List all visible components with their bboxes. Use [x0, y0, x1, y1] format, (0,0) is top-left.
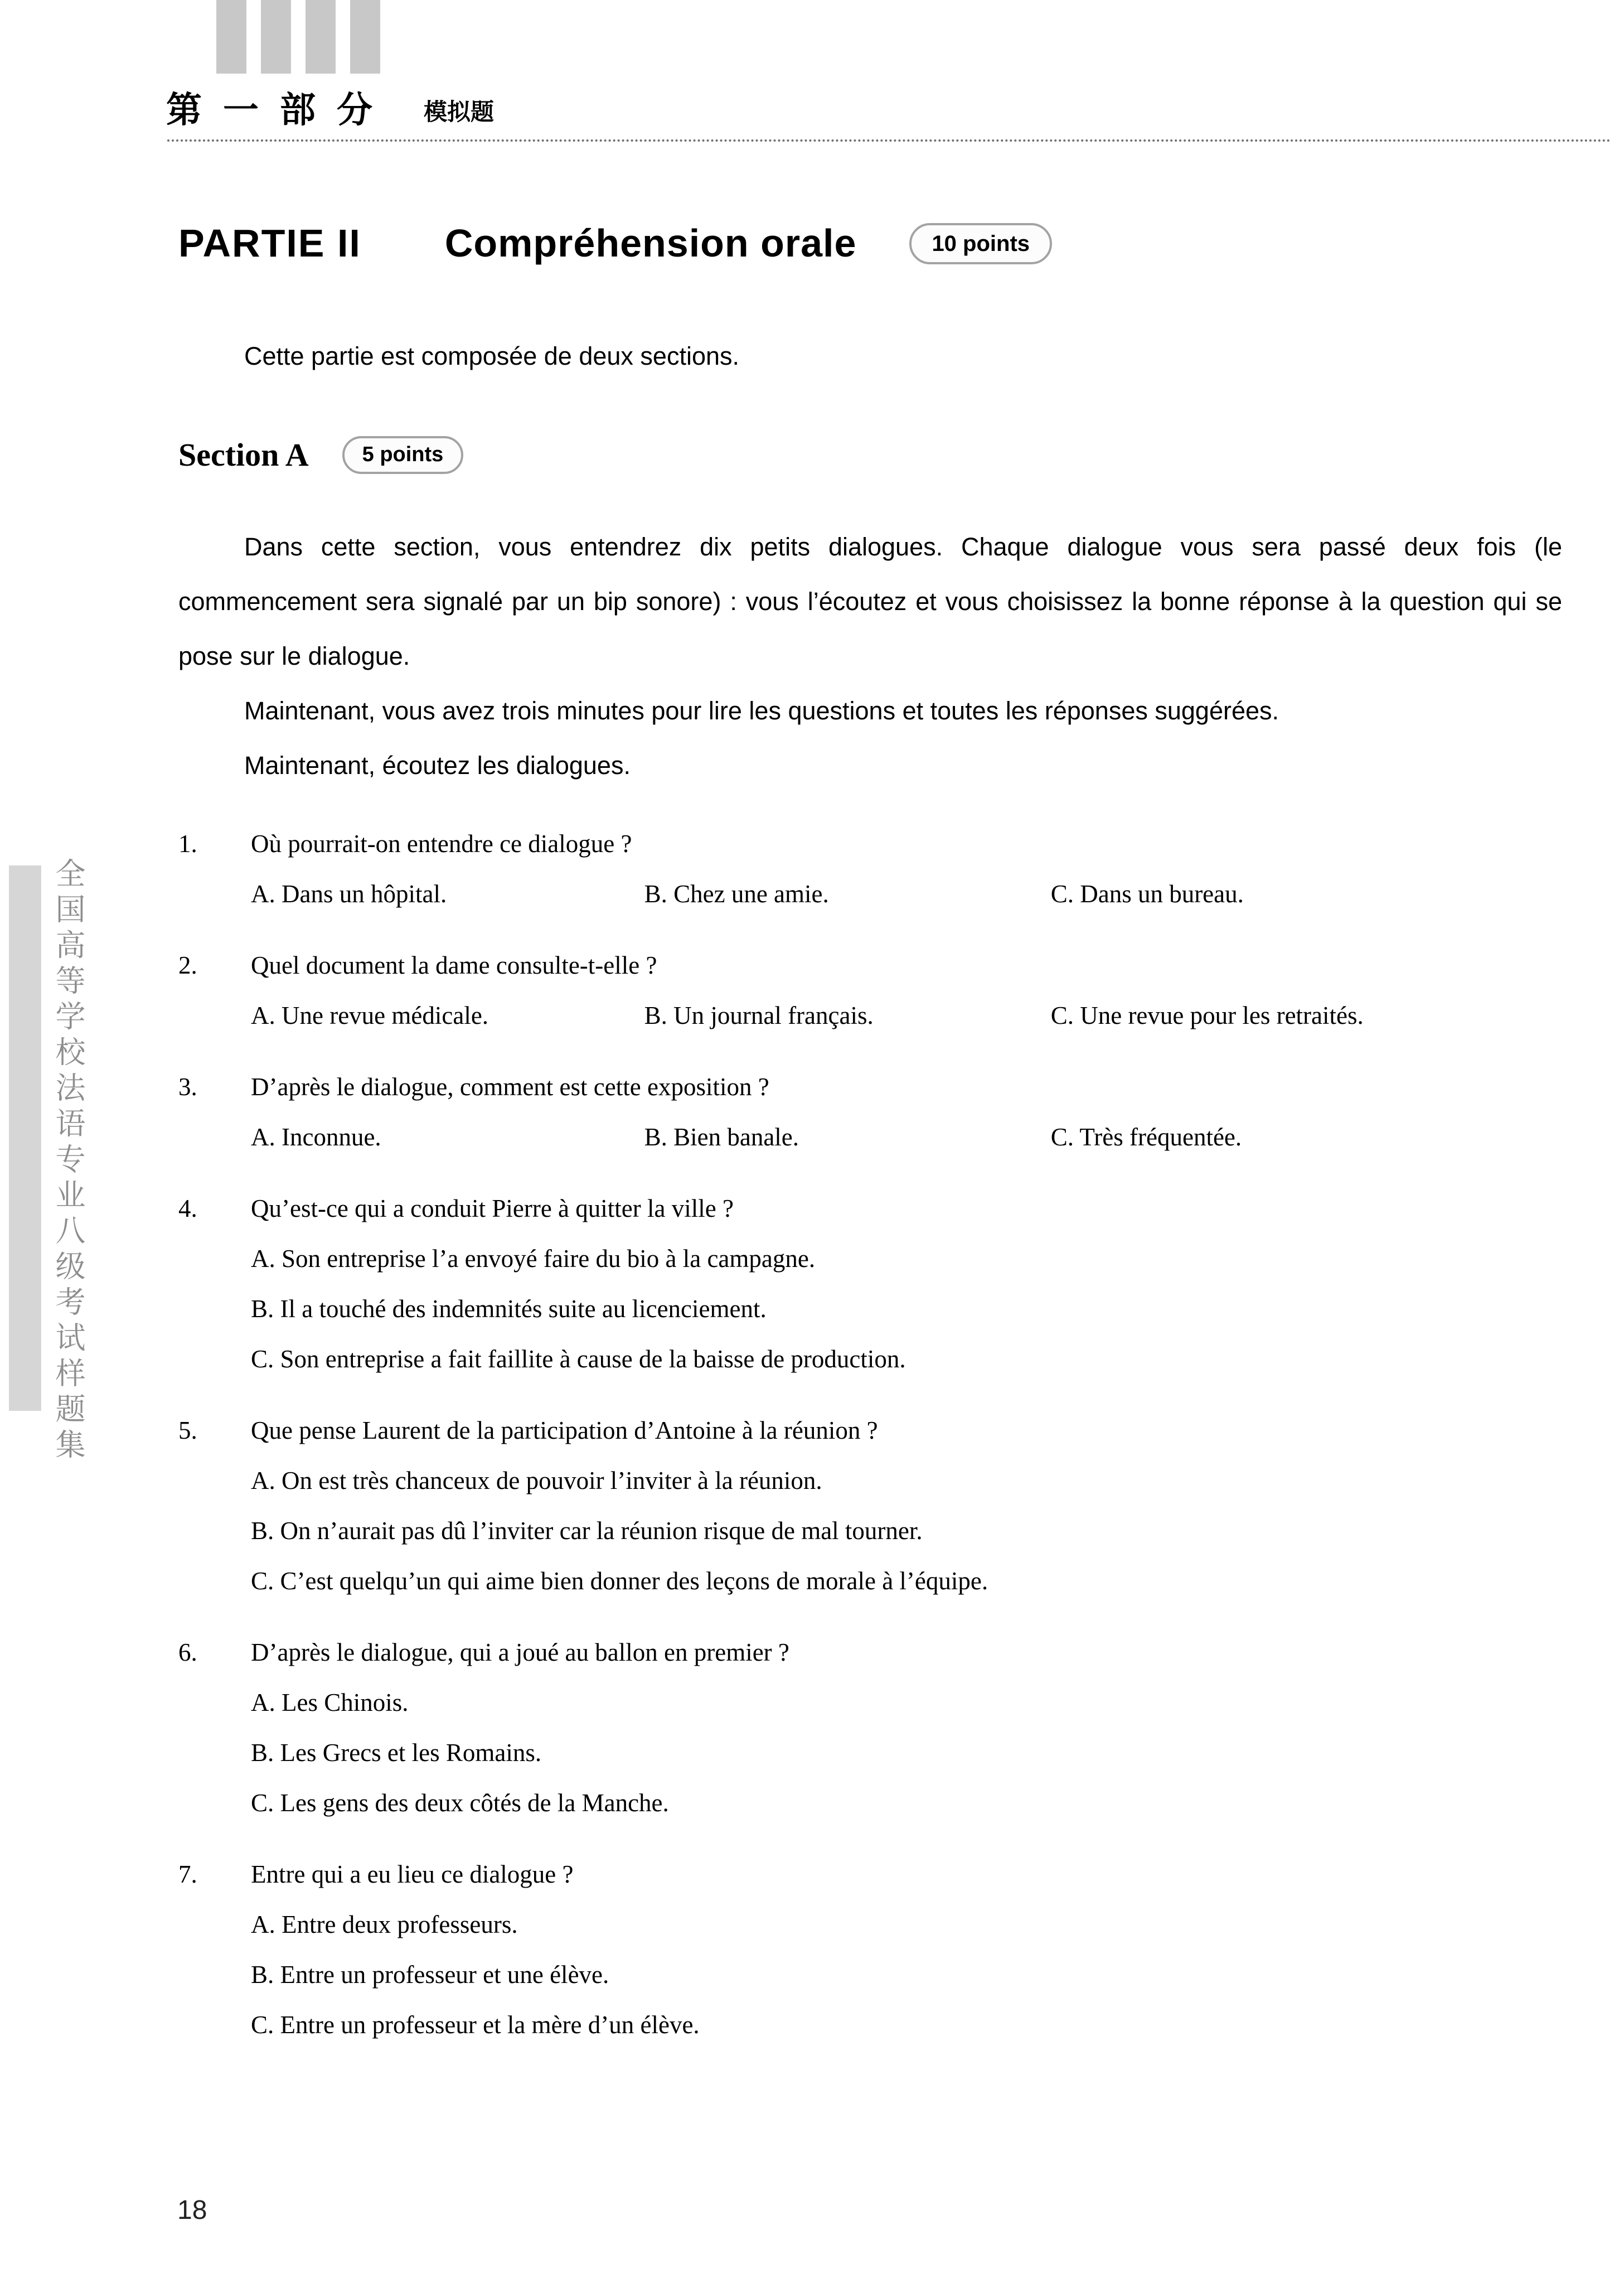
question-number: 2.	[178, 951, 197, 979]
header-decoration-bar	[350, 0, 380, 74]
question-text: Que pense Laurent de la participation d’Antoine à la réunion ?	[251, 1416, 878, 1444]
question-number: 1.	[178, 829, 197, 858]
question-text: Où pourrait-on entendre ce dialogue ?	[251, 829, 632, 858]
answer-option: B. Il a touché des indemnités suite au licenciement.	[251, 1294, 767, 1323]
question-number: 3.	[178, 1072, 197, 1101]
question-text: Quel document la dame consulte-t-elle ?	[251, 951, 657, 979]
answer-option: B. Bien banale.	[644, 1123, 799, 1151]
header-part-title: 第一部分	[166, 90, 394, 130]
answer-option: C. Entre un professeur et la mère d’un élève.	[251, 2010, 700, 2039]
intro-text: Cette partie est composée de deux sections.	[244, 342, 740, 370]
answer-option: A. Entre deux professeurs.	[251, 1910, 518, 1938]
question-item	[178, 1849, 1562, 2050]
instruction-paragraph: Maintenant, écoutez les dialogues.	[244, 751, 631, 780]
question-text: D’après le dialogue, comment est cette exposition ?	[251, 1072, 769, 1101]
answer-option: B. Les Grecs et les Romains.	[251, 1738, 542, 1767]
question-number: 6.	[178, 1638, 197, 1666]
partie-name: Compréhension orale	[444, 221, 857, 265]
answer-option: C. Les gens des deux côtés de la Manche.	[251, 1788, 669, 1817]
answer-option: A. Son entreprise l’a envoyé faire du bio à la campagne.	[251, 1244, 816, 1273]
answer-option: A. On est très chanceux de pouvoir l’inviter à la réunion.	[251, 1466, 822, 1494]
partie-title-row	[178, 222, 1562, 265]
question-item	[178, 940, 1562, 1041]
answer-option: A. Les Chinois.	[251, 1688, 409, 1716]
partie-number: PARTIE II	[178, 221, 361, 265]
question-item	[178, 819, 1562, 919]
page-number: 18	[177, 2195, 207, 2225]
question-text: Entre qui a eu lieu ce dialogue ?	[251, 1860, 574, 1888]
section-a-heading	[178, 436, 1562, 474]
question-item	[178, 1627, 1562, 1828]
instructions-block	[178, 520, 1562, 793]
question-number: 4.	[178, 1194, 197, 1222]
question-number: 5.	[178, 1416, 197, 1444]
question-item	[178, 1405, 1562, 1606]
header-decoration-bar	[306, 0, 336, 74]
questions-list	[178, 819, 1562, 2050]
answer-option: C. Dans un bureau.	[1050, 879, 1244, 908]
question-number: 7.	[178, 1860, 197, 1888]
answer-option: C. Son entreprise a fait faillite à cause de la baisse de production.	[251, 1344, 906, 1373]
answer-option: C. Très fréquentée.	[1050, 1123, 1242, 1151]
instruction-paragraph: Dans cette section, vous entendrez dix petits dialogues. Chaque dialogue vous sera passé deux fois (le commencement sera signalé par un bip sonore) : vous l’écoutez et vous choisissez la bonne réponse à la question qui se pose sur le dialogue.	[178, 532, 1562, 670]
header-decoration-bar	[261, 0, 291, 74]
answer-option: B. Chez une amie.	[644, 879, 829, 908]
header-doc-type-label: 模拟题	[424, 99, 495, 125]
question-item	[178, 1183, 1562, 1384]
question-text: D’après le dialogue, qui a joué au ballon en premier ?	[251, 1638, 789, 1666]
answer-option: A. Inconnue.	[251, 1123, 381, 1151]
answer-option: B. Entre un professeur et une élève.	[251, 1960, 609, 1989]
answer-option: B. Un journal français.	[644, 1001, 874, 1029]
answer-option: C. C’est quelqu’un qui aime bien donner des leçons de morale à l’équipe.	[251, 1566, 988, 1595]
answer-option: A. Dans un hôpital.	[251, 879, 447, 908]
section-a-label: Section A	[178, 437, 309, 473]
answer-option: A. Une revue médicale.	[251, 1001, 489, 1029]
sidebar-accent-bar	[9, 865, 41, 1411]
points-badge-partie: 10 points	[909, 223, 1052, 264]
question-item	[178, 1062, 1562, 1162]
answer-option: C. Une revue pour les retraités.	[1050, 1001, 1364, 1029]
question-text: Qu’est-ce qui a conduit Pierre à quitter la ville ?	[251, 1194, 734, 1222]
main-content	[178, 222, 1562, 2071]
sidebar-book-title: 全国高等学校法语专业八级考试样题集	[51, 858, 85, 1464]
points-badge-section-a: 5 points	[342, 436, 464, 474]
answer-option: B. On n’aurait pas dû l’inviter car la réunion risque de mal tourner.	[251, 1516, 923, 1545]
header-dotted-rule	[167, 139, 1611, 142]
instruction-paragraph: Maintenant, vous avez trois minutes pour lire les questions et toutes les réponses suggérées.	[244, 696, 1279, 725]
header-decoration-bar	[216, 0, 246, 74]
